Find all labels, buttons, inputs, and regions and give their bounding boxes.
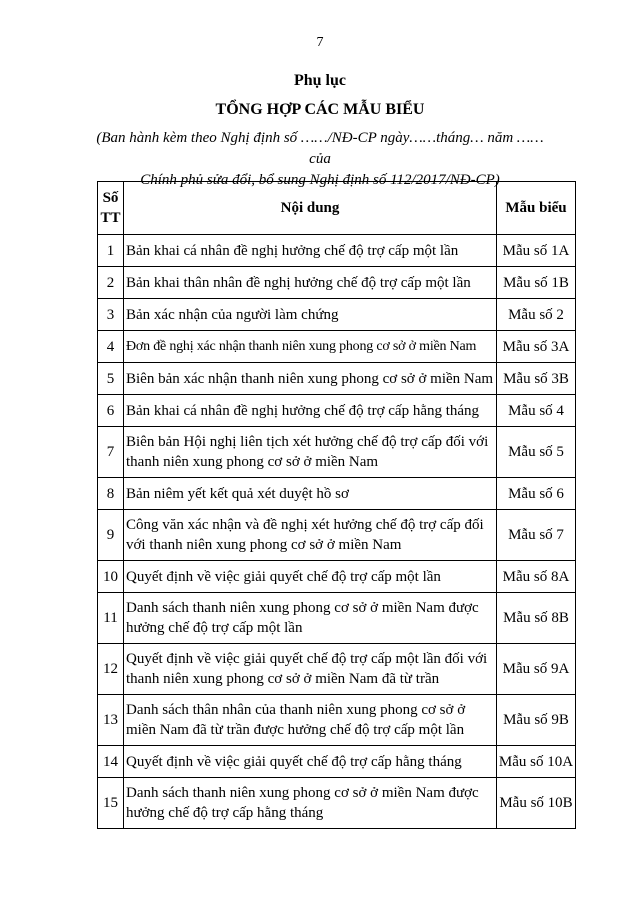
row-number: 14 — [98, 746, 124, 778]
row-content: Danh sách thân nhân của thanh niên xung phong cơ sở ở miền Nam đã từ trần được hưởng chế độ trợ cấp một lần — [124, 695, 497, 746]
document-title: TỔNG HỢP CÁC MẪU BIỂU — [215, 101, 425, 118]
row-form: Mẫu số 2 — [497, 299, 576, 331]
row-content: Quyết định về việc giải quyết chế độ trợ cấp hằng tháng — [124, 746, 497, 778]
row-form: Mẫu số 3A — [497, 331, 576, 363]
subtitle-line: (Ban hành kèm theo Nghị định số ……/NĐ-CP ngày……tháng… năm …… của — [96, 130, 544, 167]
table-row — [98, 478, 576, 510]
table-row — [98, 561, 576, 593]
row-form: Mẫu số 3B — [497, 363, 576, 395]
row-number: 3 — [98, 299, 124, 331]
table-row — [98, 395, 576, 427]
table-row — [98, 299, 576, 331]
table-row — [98, 427, 576, 478]
row-form: Mẫu số 10B — [497, 778, 576, 829]
table-row — [98, 778, 576, 829]
header-form: Mẫu biểu — [497, 182, 576, 235]
table-row — [98, 235, 576, 267]
header-content: Nội dung — [124, 182, 497, 235]
row-form: Mẫu số 1A — [497, 235, 576, 267]
table-row — [98, 363, 576, 395]
row-number: 10 — [98, 561, 124, 593]
row-form: Mẫu số 1B — [497, 267, 576, 299]
table-row — [98, 593, 576, 644]
row-form: Mẫu số 9B — [497, 695, 576, 746]
page-number: 7 — [316, 35, 324, 50]
row-number: 11 — [98, 593, 124, 644]
row-content: Biên bản xác nhận thanh niên xung phong cơ sở ở miền Nam — [124, 363, 497, 395]
row-number: 4 — [98, 331, 124, 363]
header-number — [98, 182, 124, 235]
table-row — [98, 644, 576, 695]
table-row — [98, 746, 576, 778]
row-number: 5 — [98, 363, 124, 395]
row-form: Mẫu số 5 — [497, 427, 576, 478]
row-form: Mẫu số 10A — [497, 746, 576, 778]
row-content: Bản khai thân nhân đề nghị hưởng chế độ trợ cấp một lần — [124, 267, 497, 299]
table-row — [98, 510, 576, 561]
table-row — [98, 331, 576, 363]
row-content: Bản khai cá nhân đề nghị hưởng chế độ trợ cấp một lần — [124, 235, 497, 267]
row-content: Biên bản Hội nghị liên tịch xét hưởng chế độ trợ cấp đối với thanh niên xung phong cơ sở ở miền Nam — [124, 427, 497, 478]
row-form: Mẫu số 4 — [497, 395, 576, 427]
appendix-label: Phụ lục — [293, 72, 346, 89]
row-content: Công văn xác nhận và đề nghị xét hưởng chế độ trợ cấp đối với thanh niên xung phong cơ sở ở miền Nam — [124, 510, 497, 561]
row-content: Quyết định về việc giải quyết chế độ trợ cấp một lần — [124, 561, 497, 593]
row-number: 7 — [98, 427, 124, 478]
row-form: Mẫu số 7 — [497, 510, 576, 561]
row-content: Bản niêm yết kết quả xét duyệt hồ sơ — [124, 478, 497, 510]
row-content: Đơn đề nghị xác nhận thanh niên xung phong cơ sở ở miền Nam — [124, 331, 497, 363]
row-number: 8 — [98, 478, 124, 510]
row-number: 13 — [98, 695, 124, 746]
forms-table — [97, 181, 576, 829]
row-number: 6 — [98, 395, 124, 427]
row-number: 15 — [98, 778, 124, 829]
header-number-line: TT — [100, 210, 121, 226]
row-content: Bản xác nhận của người làm chứng — [124, 299, 497, 331]
row-form: Mẫu số 8A — [497, 561, 576, 593]
table-row — [98, 695, 576, 746]
row-number: 9 — [98, 510, 124, 561]
row-number: 2 — [98, 267, 124, 299]
row-content: Danh sách thanh niên xung phong cơ sở ở miền Nam được hưởng chế độ trợ cấp hằng tháng — [124, 778, 497, 829]
table-row — [98, 267, 576, 299]
row-form: Mẫu số 6 — [497, 478, 576, 510]
row-form: Mẫu số 9A — [497, 644, 576, 695]
table-header-row — [98, 182, 576, 235]
row-number: 12 — [98, 644, 124, 695]
row-number: 1 — [98, 235, 124, 267]
subtitle-line: Chính phủ sửa đổi, bổ sung Nghị định số 112/2017/NĐ-CP) — [140, 172, 500, 188]
header-number-line: Số — [102, 190, 119, 206]
row-content: Bản khai cá nhân đề nghị hưởng chế độ trợ cấp hằng tháng — [124, 395, 497, 427]
row-content: Quyết định về việc giải quyết chế độ trợ cấp một lần đối với thanh niên xung phong cơ sở ở miền Nam đã từ trần — [124, 644, 497, 695]
row-form: Mẫu số 8B — [497, 593, 576, 644]
row-content: Danh sách thanh niên xung phong cơ sở ở miền Nam được hưởng chế độ trợ cấp một lần — [124, 593, 497, 644]
